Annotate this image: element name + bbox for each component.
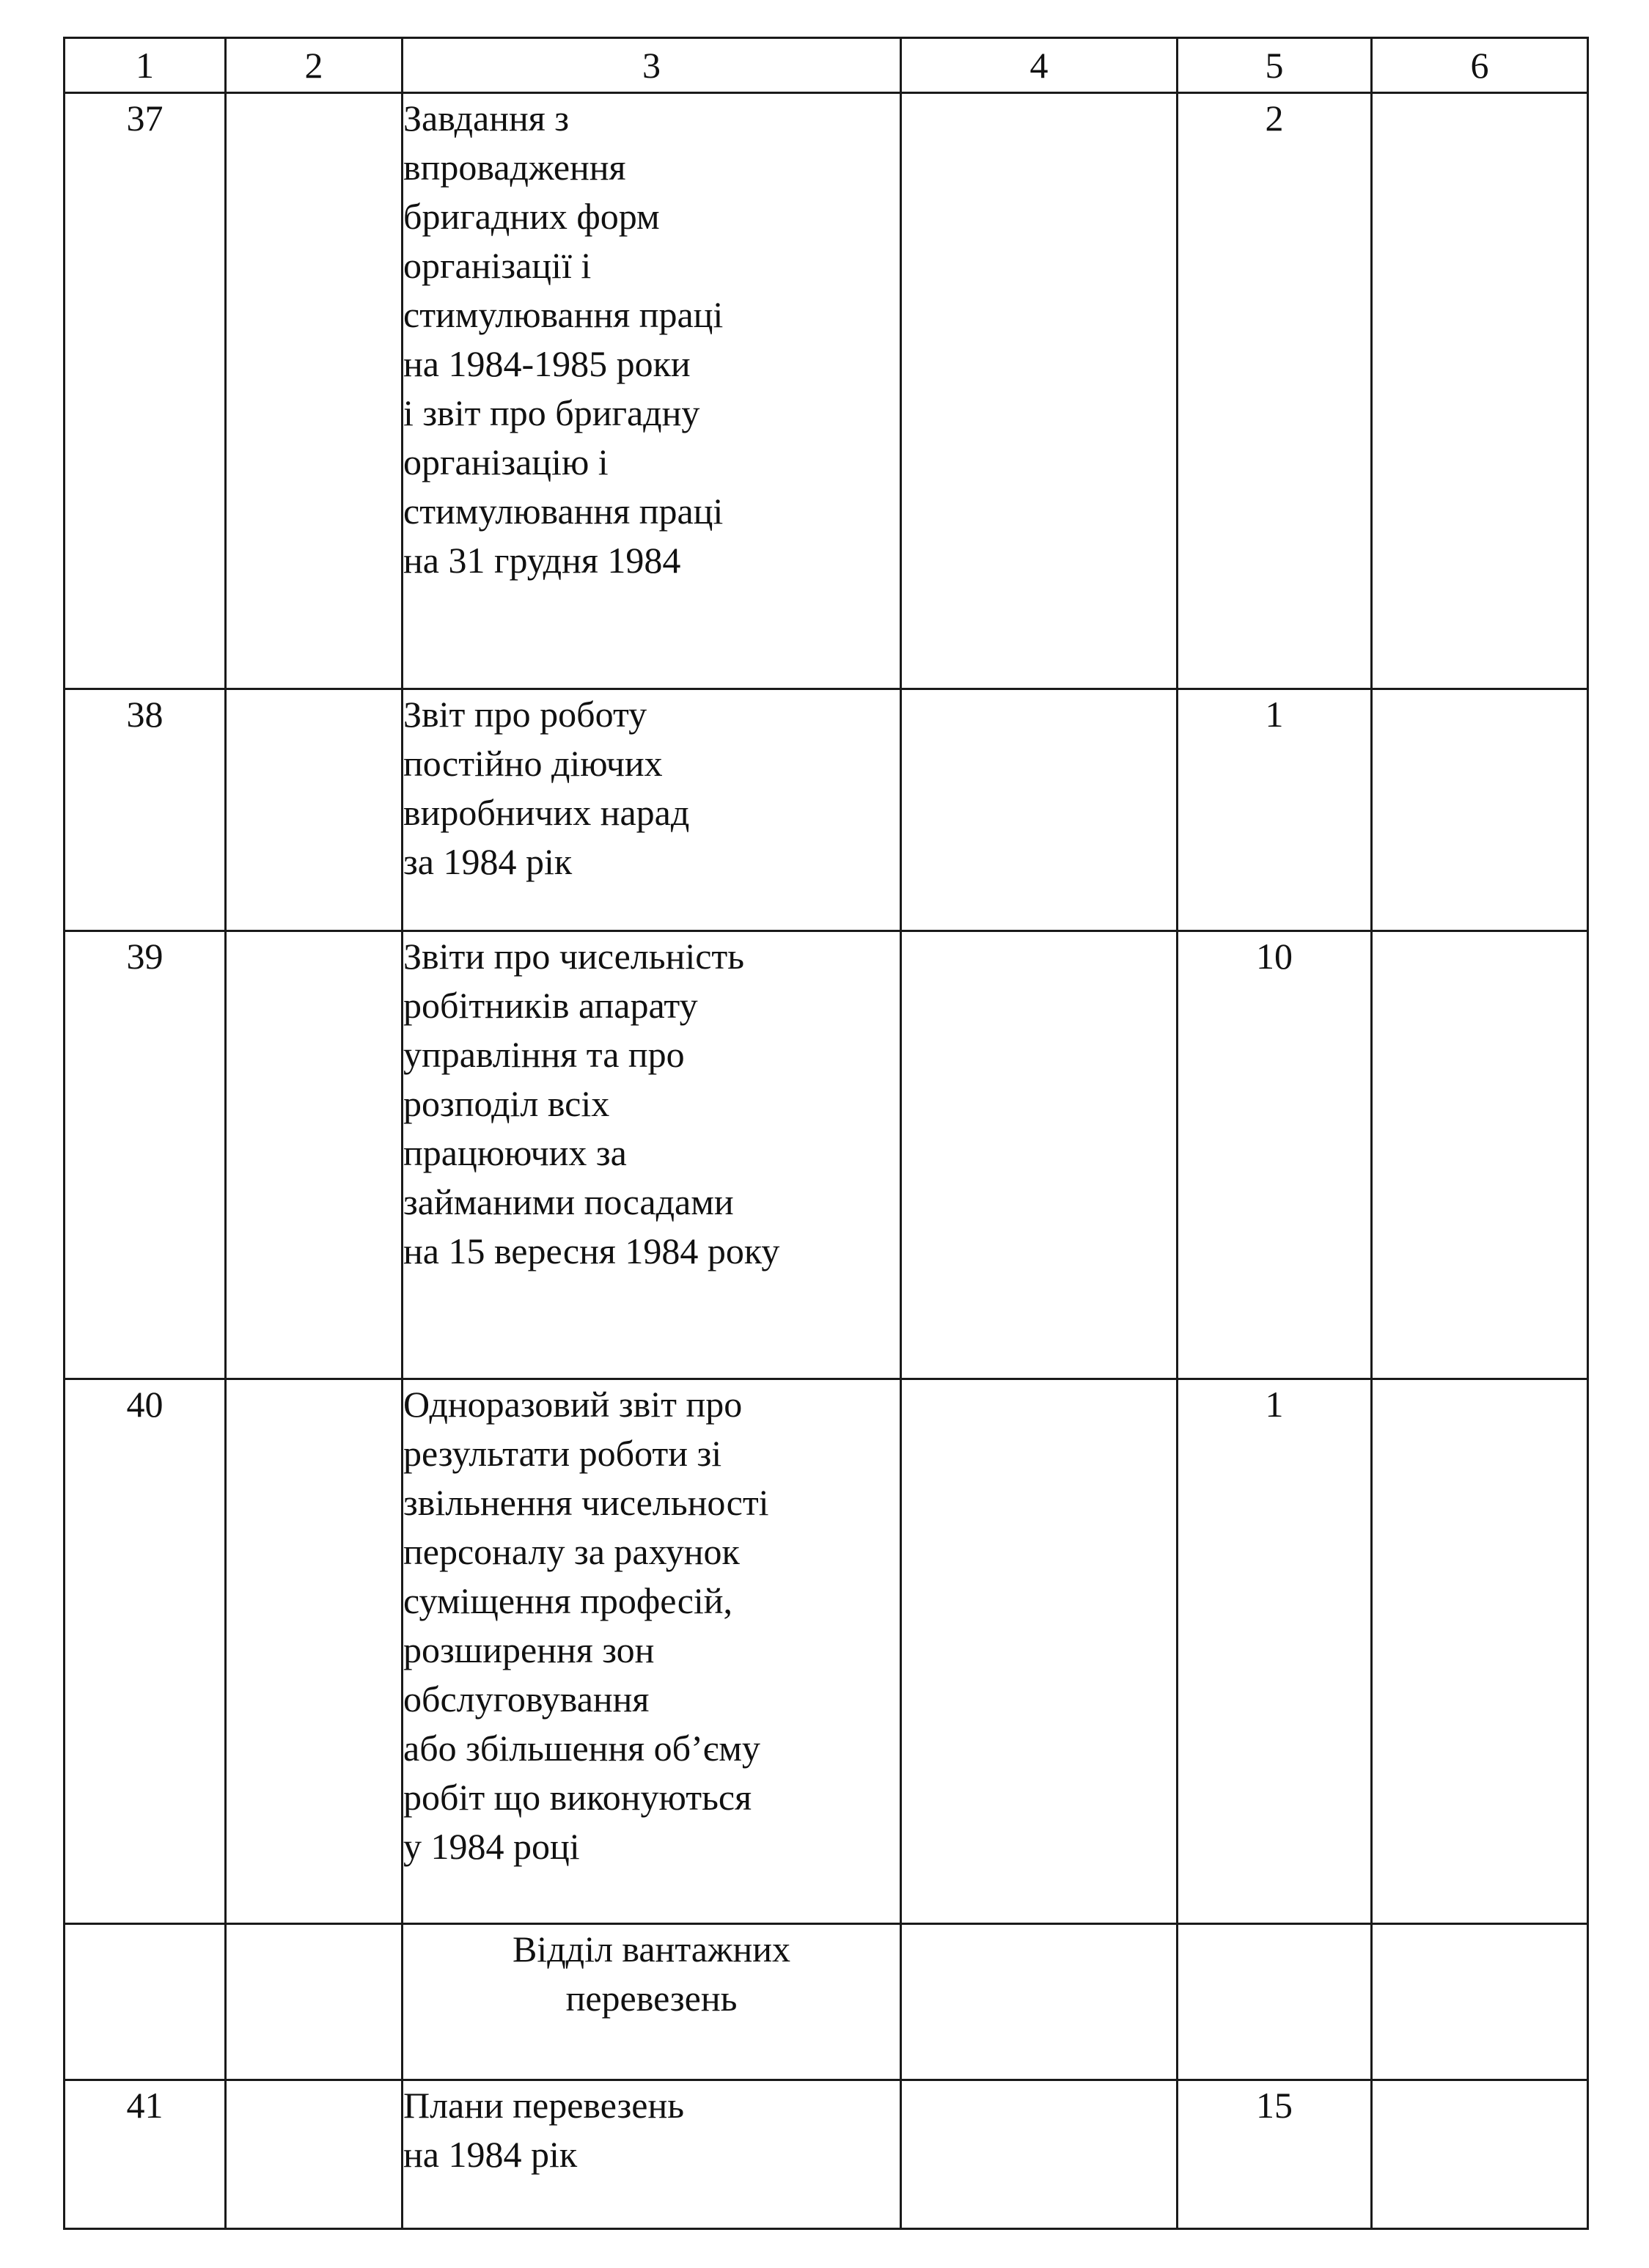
item-number: 40 [65, 1379, 226, 1924]
table-row [65, 2080, 1588, 2229]
item-title [403, 1379, 901, 1924]
section-title-line: перевезень [565, 1978, 738, 2019]
title-line: робіт що виконуються [403, 1777, 752, 1818]
section-empty-cell [901, 1924, 1178, 2080]
item-number: 41 [65, 2080, 226, 2229]
item-number: 39 [65, 931, 226, 1379]
section-row [65, 1924, 1588, 2080]
title-line: або збільшення об’єму [403, 1728, 760, 1769]
item-count: 15 [1178, 2080, 1372, 2229]
col6-cell [1372, 1379, 1588, 1924]
title-line: Звіти про чисельність [403, 936, 745, 977]
item-count: 10 [1178, 931, 1372, 1379]
item-title [403, 93, 901, 689]
title-line: стимулювання праці [403, 491, 724, 532]
item-count: 2 [1178, 93, 1372, 689]
title-line: Плани перевезень [403, 2085, 685, 2126]
col4-cell [901, 1379, 1178, 1924]
title-line: впровадження [403, 147, 626, 188]
column-header-1: 1 [65, 38, 226, 93]
title-line: Завдання з [403, 98, 570, 139]
col6-cell [1372, 689, 1588, 931]
col2-cell [226, 1379, 403, 1924]
title-line: постійно діючих [403, 743, 663, 784]
title-line: суміщення професій, [403, 1580, 733, 1621]
column-header-6: 6 [1372, 38, 1588, 93]
item-number: 37 [65, 93, 226, 689]
col6-cell [1372, 93, 1588, 689]
title-line: Звіт про роботу [403, 694, 647, 735]
section-title-line: Відділ вантажних [512, 1928, 791, 1970]
col4-cell [901, 2080, 1178, 2229]
title-line: звільнення чисельності [403, 1482, 769, 1523]
column-number-row [65, 38, 1588, 93]
col2-cell [226, 2080, 403, 2229]
section-empty-cell [1372, 1924, 1588, 2080]
col2-cell [226, 931, 403, 1379]
col4-cell [901, 689, 1178, 931]
title-line: на 1984-1985 роки [403, 343, 691, 384]
col6-cell [1372, 2080, 1588, 2229]
col6-cell [1372, 931, 1588, 1379]
inventory-table [63, 37, 1589, 2230]
table-row [65, 1379, 1588, 1924]
column-header-4: 4 [901, 38, 1178, 93]
col2-cell [226, 689, 403, 931]
title-line: займаними посадами [403, 1181, 734, 1222]
title-line: Одноразовий звіт про [403, 1384, 743, 1425]
title-line: організацію і [403, 441, 609, 482]
title-line: робітників апарату [403, 985, 698, 1026]
col2-cell [226, 93, 403, 689]
section-empty-cell [1178, 1924, 1372, 2080]
section-empty-cell [226, 1924, 403, 2080]
table-row [65, 689, 1588, 931]
title-line: стимулювання праці [403, 294, 724, 335]
title-line: управління та про [403, 1034, 685, 1075]
title-line: працюючих за [403, 1132, 627, 1173]
item-title [403, 931, 901, 1379]
section-title [403, 1924, 901, 2080]
table-row [65, 931, 1588, 1379]
title-line: на 31 грудня 1984 [403, 540, 681, 581]
title-line: на 1984 рік [403, 2134, 578, 2175]
title-line: виробничих нарад [403, 792, 690, 833]
column-header-3: 3 [403, 38, 901, 93]
title-line: персоналу за рахунок [403, 1531, 740, 1572]
title-line: розширення зон [403, 1629, 655, 1670]
item-title [403, 2080, 901, 2229]
title-line: бригадних форм [403, 196, 660, 237]
title-line: організації і [403, 245, 592, 286]
item-count: 1 [1178, 689, 1372, 931]
title-line: на 15 вересня 1984 року [403, 1230, 780, 1271]
title-line: і звіт про бригадну [403, 392, 700, 433]
title-line: результати роботи зі [403, 1433, 722, 1474]
col4-cell [901, 93, 1178, 689]
title-line: обслуговування [403, 1678, 650, 1720]
item-number: 38 [65, 689, 226, 931]
title-line: розподіл всіх [403, 1083, 610, 1124]
table-row [65, 93, 1588, 689]
col4-cell [901, 931, 1178, 1379]
title-line: у 1984 році [403, 1826, 580, 1867]
column-header-5: 5 [1178, 38, 1372, 93]
title-line: за 1984 рік [403, 841, 573, 882]
column-header-2: 2 [226, 38, 403, 93]
item-title [403, 689, 901, 931]
item-count: 1 [1178, 1379, 1372, 1924]
section-empty-cell [65, 1924, 226, 2080]
